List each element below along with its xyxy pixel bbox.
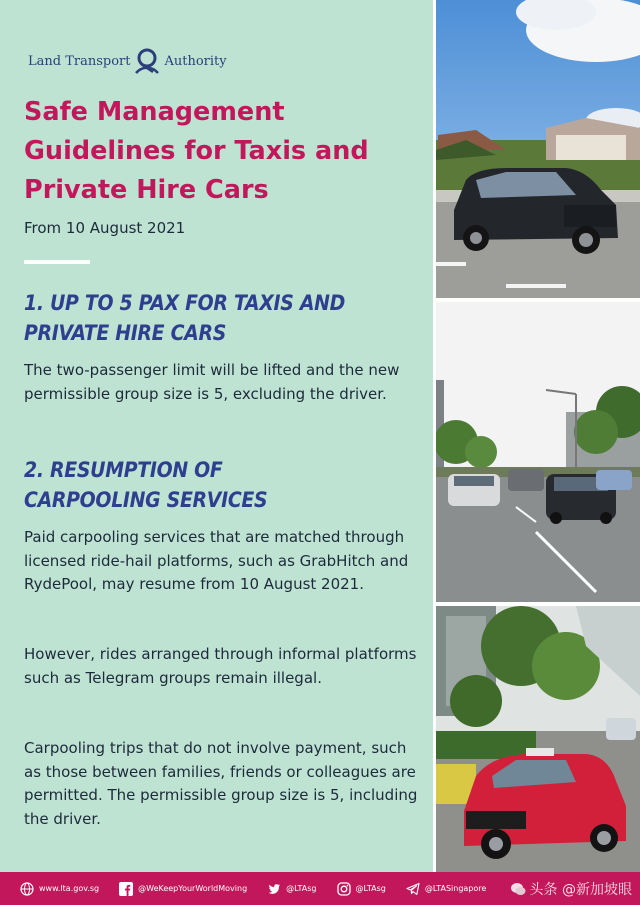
- chat-bubble-icon: [510, 881, 526, 897]
- footer-website[interactable]: [20, 882, 99, 896]
- section-text: Paid carpooling services that are matched through licensed ride-hail platforms, such as GrabHitch and RydePool, may resume from 10 August 2021.: [24, 528, 409, 593]
- photo-column: [436, 0, 640, 872]
- instagram-text: @LTAsg: [355, 884, 386, 893]
- footer-twitter[interactable]: [267, 882, 316, 896]
- suv-photo: [436, 0, 640, 298]
- title-line: Guidelines for Taxis and: [24, 136, 369, 166]
- logo-text-right: Authority: [164, 53, 227, 69]
- telegram-icon: [406, 882, 420, 896]
- footer-facebook[interactable]: [119, 882, 247, 896]
- effective-date: From 10 August 2021: [24, 219, 186, 237]
- twitter-icon: [267, 882, 281, 896]
- section-text: The two-passenger limit will be lifted and the new permissible group size is 5, excluding the driver.: [24, 361, 400, 403]
- twitter-text: @LTAsg: [286, 884, 317, 893]
- logo-text-left: Land Transport: [28, 53, 131, 69]
- title-line: Private Hire Cars: [24, 175, 269, 205]
- section-heading-carpooling: [24, 455, 424, 515]
- watermark: [510, 879, 632, 899]
- facebook-icon: [119, 882, 133, 896]
- road-traffic-photo: [436, 302, 640, 602]
- footer-telegram[interactable]: [406, 882, 486, 896]
- section-text: However, rides arranged through informal platforms such as Telegram groups remain illegal.: [24, 645, 417, 687]
- lta-emblem-icon: [132, 46, 162, 76]
- heading-line: CARPOOLING SERVICES: [24, 488, 268, 512]
- title-line: Safe Management: [24, 97, 285, 127]
- telegram-text: @LTASingapore: [424, 884, 487, 893]
- taxi-photo: [436, 606, 640, 872]
- facebook-text: @WeKeepYourWorldMoving: [138, 884, 248, 893]
- watermark-text: 头条 @新加坡眼: [529, 882, 632, 898]
- globe-icon: [20, 882, 34, 896]
- divider: [24, 260, 90, 264]
- heading-line: 1. UP TO 5 PAX FOR TAXIS AND: [24, 291, 346, 315]
- page-title: [24, 93, 424, 210]
- section-text: Carpooling trips that do not involve payment, such as those between families, friends or colleagues are permitted. The permissible group size is 5, including the driver.: [24, 739, 418, 828]
- footer-instagram[interactable]: [337, 882, 386, 896]
- heading-line: PRIVATE HIRE CARS: [24, 321, 227, 345]
- section-heading-pax: [24, 288, 424, 348]
- heading-line: 2. RESUMPTION OF: [24, 458, 223, 482]
- website-text: www.lta.gov.sg: [39, 884, 100, 893]
- lta-logo: [28, 46, 227, 76]
- instagram-icon: [337, 882, 351, 896]
